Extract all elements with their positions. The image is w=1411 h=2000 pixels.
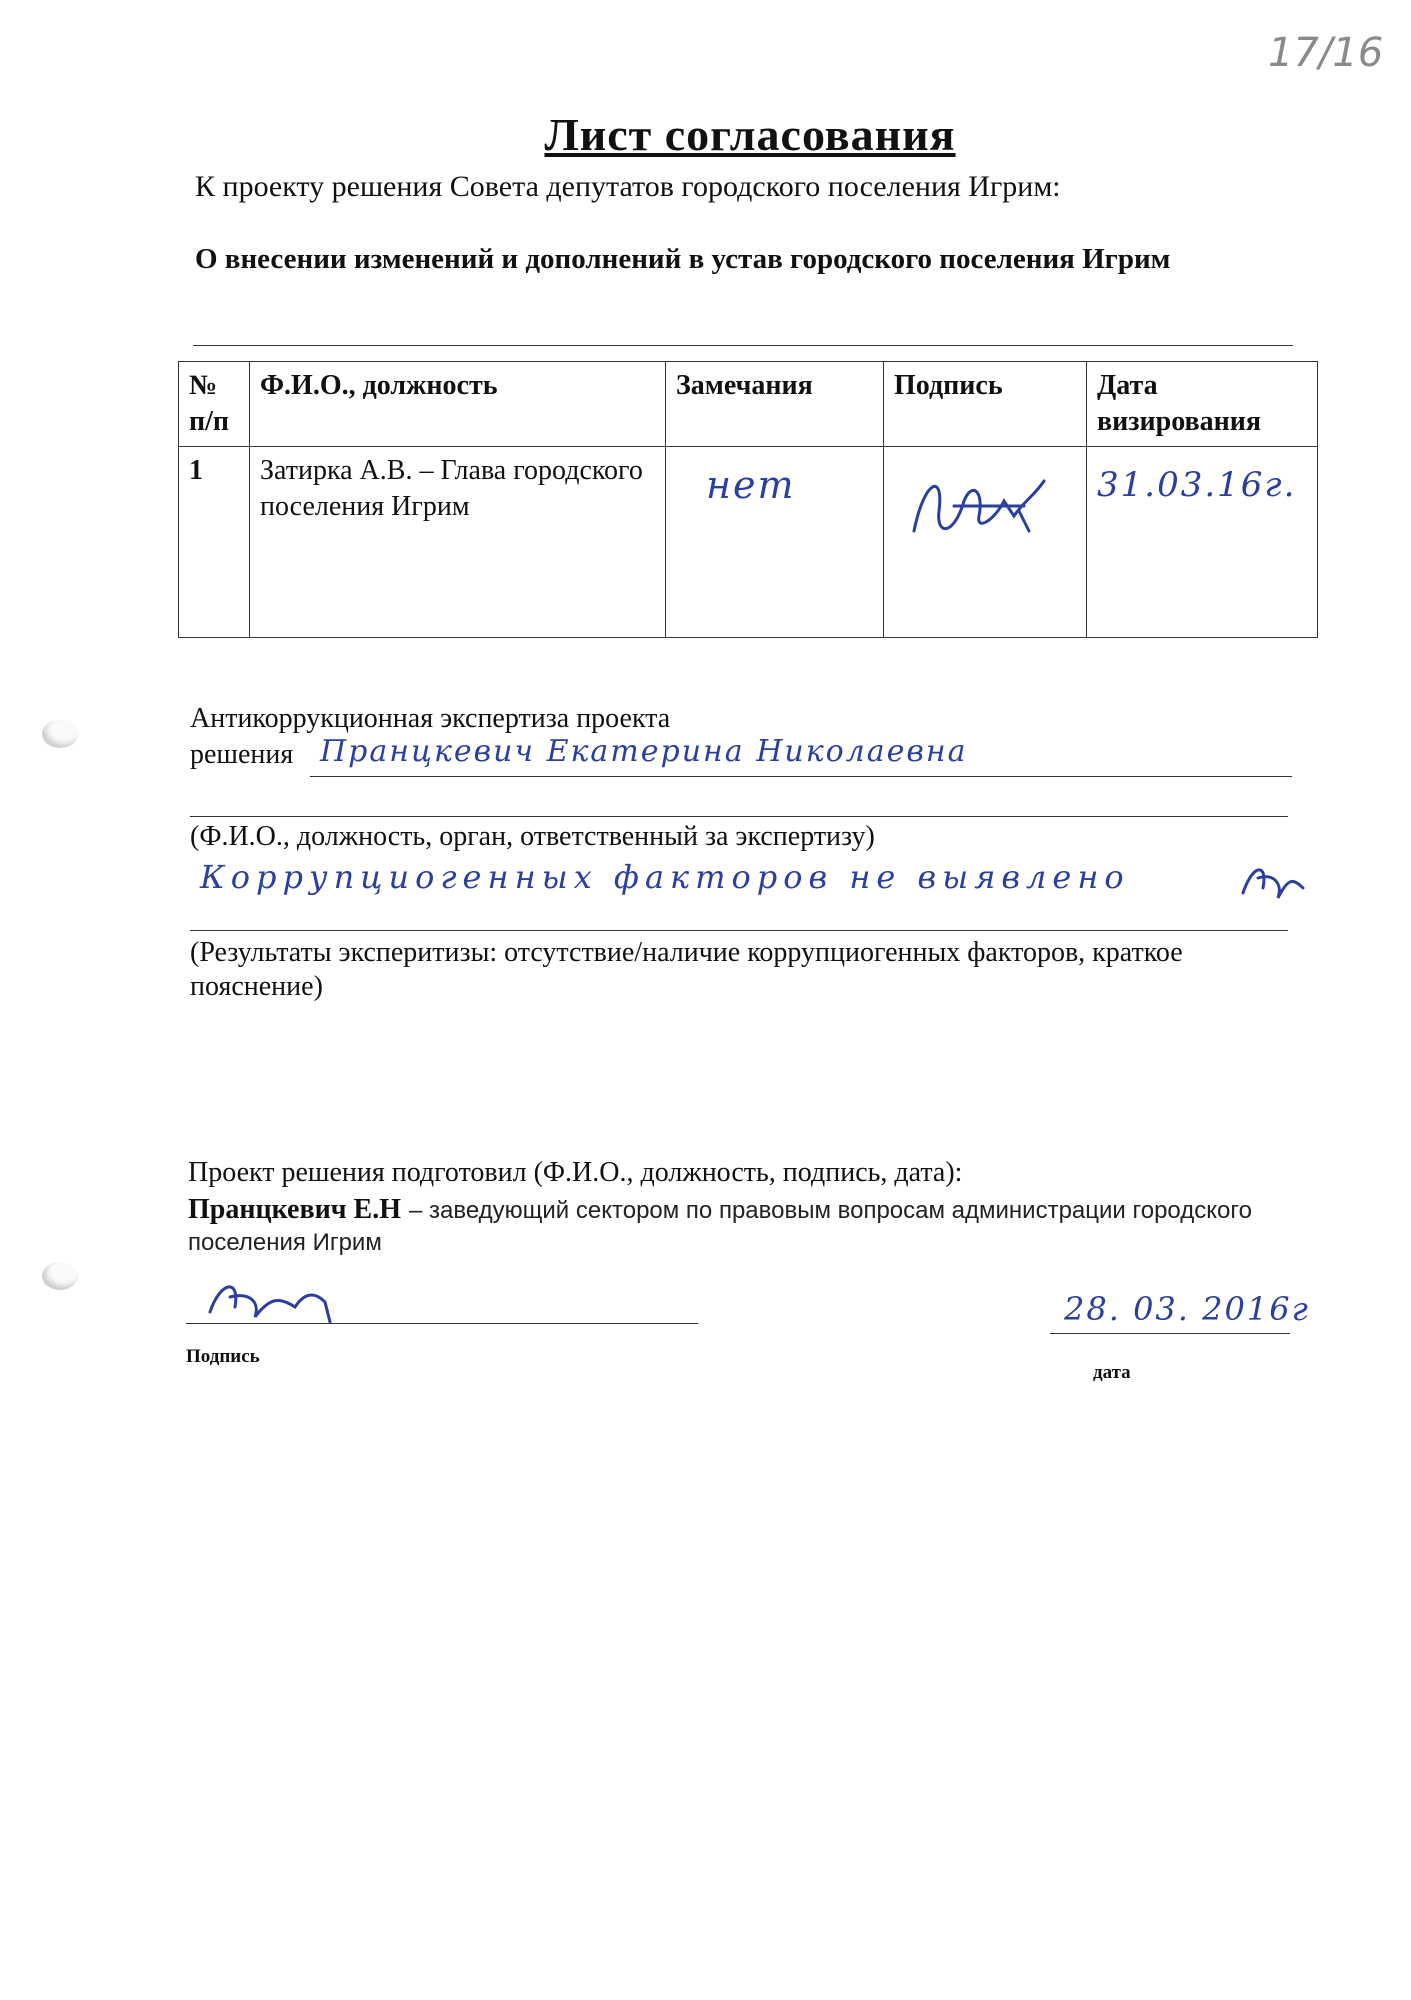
expertise-label: Антикоррукционная экспертиза проекта bbox=[190, 703, 671, 734]
table-header-row bbox=[179, 362, 1318, 447]
row-name: Затирка А.В. – Глава городского поселения Игрим bbox=[250, 447, 666, 638]
row-num: 1 bbox=[179, 447, 250, 638]
expert-caption: (Ф.И.О., должность, орган, ответственный за экспертизу) bbox=[190, 821, 875, 852]
date-line bbox=[1050, 1333, 1290, 1334]
prepared-date-handwritten: 28. 03. 2016г bbox=[1064, 1290, 1310, 1328]
date-caption: дата bbox=[1093, 1362, 1131, 1383]
expert-line bbox=[310, 776, 1292, 777]
expert-handwritten: Пранцкевич Екатерина Николаевна bbox=[320, 734, 968, 769]
prepared-name: Пранцкевич Е.Н bbox=[188, 1194, 401, 1225]
result-line bbox=[190, 930, 1288, 931]
punch-hole bbox=[42, 1262, 78, 1290]
result-signature-icon bbox=[1238, 858, 1308, 908]
document-subtitle: К проекту решения Совета депутатов городского поселения Игрим: bbox=[195, 170, 1061, 203]
punch-hole bbox=[42, 720, 78, 748]
signature-caption: Подпись bbox=[186, 1346, 260, 1367]
subject-underline bbox=[193, 345, 1293, 346]
header-date: Дата визирования bbox=[1087, 362, 1318, 447]
page-title: Лист согласования bbox=[544, 109, 956, 160]
row-remarks bbox=[666, 447, 884, 638]
result-caption: (Результаты эксперитизы: отсутствие/наличие коррупциогенных факторов, краткое пояснение) bbox=[190, 937, 1183, 1002]
expertise-label-decision: решения bbox=[190, 739, 294, 770]
row-signature bbox=[884, 447, 1087, 638]
prepared-position: – заведующий сектором по правовым вопросам администрации городского поселения Игрим bbox=[188, 1197, 1252, 1256]
date-handwritten: 31.03.16г. bbox=[1097, 465, 1297, 505]
expert-line-2 bbox=[190, 816, 1288, 817]
signature-line bbox=[186, 1323, 698, 1324]
decision-subject: О внесении изменений и дополнений в устав городского поселения Игрим bbox=[195, 243, 1171, 275]
page-number-mark: 17/16 bbox=[1268, 30, 1384, 76]
remarks-handwritten: нет bbox=[706, 463, 796, 507]
header-signature: Подпись bbox=[884, 362, 1087, 447]
prepared-info bbox=[188, 1194, 1308, 1259]
signature-scribble-icon bbox=[894, 461, 1064, 551]
header-num: № п/п bbox=[179, 362, 250, 447]
result-handwritten: Коррупциогенных факторов не выявлено bbox=[200, 858, 1130, 896]
prepared-label: Проект решения подготовил (Ф.И.О., должность, подпись, дата): bbox=[188, 1157, 963, 1188]
approval-table bbox=[178, 361, 1318, 638]
row-date bbox=[1087, 447, 1318, 638]
table-row bbox=[179, 447, 1318, 638]
header-remarks: Замечания bbox=[666, 362, 884, 447]
header-name: Ф.И.О., должность bbox=[250, 362, 666, 447]
